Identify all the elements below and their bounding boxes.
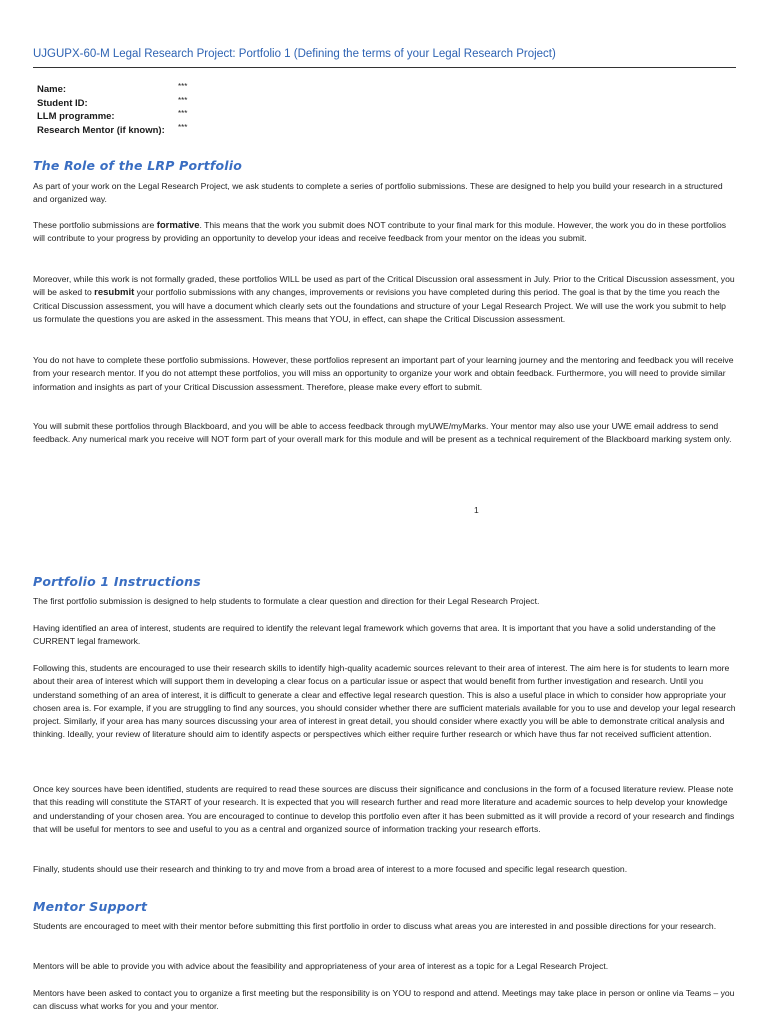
text-run: These portfolio submissions are (33, 220, 157, 230)
document-title: UJGUPX-60-M Legal Research Project: Portfolio 1 (Defining the terms of your Legal Research Project) (33, 48, 556, 60)
text-run: . This means that the work you submit does NOT contribute to your final mark for this module. However, the work you do in these portfolios will contribute to your progress by providing an opportunity to develop your ideas and receive feedback from your mentor on the ideas you submit. (33, 220, 727, 244)
info-row-programme (37, 110, 187, 124)
info-row-mentor (37, 124, 187, 138)
info-value: *** (178, 109, 188, 118)
instructions-paragraph-3: Following this, students are encouraged to use their research skills to identify high-quality academic sources relevant to their area of interest. The aim here is for students to learn more about their area of interest which will support them in developing a clear focus on a particular issue or aspect that would benefit from further investigation and research. Until you understand something of an area of interest, it is difficult to generate a clear and effective legal research question. This is also a useful place in which to consider how appropriate your chosen area is. For example, if you are struggling to find any sources, you should consider whether there are sufficient materials available for you to use and develop your legal research project. Similarly, if your area has many sources discussing your area of interest in great detail, you should consider where exactly you will be able to demonstrate critical analysis and thinking. Ideally, your review of literature should aim to identify aspects or perspectives which either require further research or which have thus far not received sufficient attention. (33, 663, 736, 740)
info-label: Student ID: (37, 97, 88, 109)
info-value: *** (178, 82, 188, 91)
info-label: Name: (37, 84, 67, 95)
instructions-paragraph-4: Once key sources have been identified, students are required to read these sources are discuss their significance and conclusions in the form of a focused literature review. Please note that this reading will constitute the START of your research. It is expected that you will research further and read more literature and academic sources to help develop your knowledge and understanding of your chosen area. You are encouraged to continue to develop this portfolio even after it has been submitted as it will provide a record of your research and findings that will be useful for mentors to see and useful to you as a central and organized source of information tracking your research efforts. (33, 784, 735, 834)
info-row-name (37, 83, 187, 97)
instructions-paragraph-5: Finally, students should use their research and thinking to try and move from a broad area of interest to a more focused and specific legal research question. (33, 864, 628, 874)
role-paragraph-3 (33, 273, 736, 326)
text-run: your portfolio submissions with any changes, improvements or revisions you have completed during this period. The goal is that by the time you reach the Critical Discussion assessment, you will have a document which clearly sets out the foundations and structure of your Legal Research Project. We will use the work you submit to help us formulate the questions you are asked in the assessment. This means that YOU, in effect, can shape the Critical Discussion assessment. (33, 287, 726, 324)
info-label: LLM programme: (37, 111, 115, 122)
section-heading-instructions: Portfolio 1 Instructions (33, 574, 201, 589)
role-paragraph-4: You do not have to complete these portfolio submissions. However, these portfolios represent an important part of your learning journey and the mentoring and feedback you will receive from your research mentor. If you do not attempt these portfolios, you will miss an opportunity to organize your work and obtain feedback. Furthermore, you will need to provide similar information and insights as part of your Critical Discussion assessment. Therefore, please make every effort to submit. (33, 355, 734, 392)
title-divider (33, 67, 736, 68)
role-paragraph-2 (33, 219, 736, 246)
mentor-paragraph-1: Students are encouraged to meet with their mentor before submitting this first portfolio in order to discuss what areas you are interested in and possible directions for your research. (33, 921, 717, 931)
section-heading-role: The Role of the LRP Portfolio (33, 158, 243, 173)
role-paragraph-1: As part of your work on the Legal Research Project, we ask students to complete a series of portfolio submissions. These are designed to help you build your research in a structured and organized way. (33, 181, 723, 205)
mentor-paragraph-3: Mentors have been asked to contact you to organize a first meeting but the responsibility is on YOU to respond and attend. Meetings may take place in person or online via Teams – you can discuss what works for you and your mentor. (33, 988, 735, 1012)
bold-term-resubmit: resubmit (94, 287, 135, 299)
mentor-paragraph-2: Mentors will be able to provide you with advice about the feasibility and appropriateness of your area of interest as a topic for a Legal Research Project. (33, 961, 609, 971)
text-run: Moreover, while this work is not formally graded, these portfolios WILL be used as part of the Critical Discussion oral assessment in July. Prior to the Critical Discussion assessment, you will be asked to (33, 274, 735, 298)
section-heading-mentor: Mentor Support (33, 899, 148, 914)
instructions-paragraph-2: Having identified an area of interest, students are required to identify the relevant legal framework which governs that area. It is important that you have a solid understanding of the CURRENT legal framework. (33, 623, 716, 647)
info-label: Research Mentor (if known): (37, 124, 165, 136)
info-value: *** (178, 95, 188, 105)
instructions-paragraph-1: The first portfolio submission is designed to help students to formulate a clear question and direction for their Legal Research Project. (33, 596, 540, 606)
info-row-student-id (37, 97, 187, 111)
role-paragraph-5: You will submit these portfolios through Blackboard, and you will be able to access feedback through myUWE/myMarks. Your mentor may also use your UWE email address to send feedback. Any numerical mark you receive will NOT form part of your overall mark for this module and will be present as a technical requirement of the Blackboard marking system only. (33, 421, 732, 445)
student-info-block (37, 83, 187, 137)
info-value: *** (178, 122, 188, 132)
page-number: 1 (474, 505, 479, 515)
bold-term-formative: formative (156, 220, 200, 231)
